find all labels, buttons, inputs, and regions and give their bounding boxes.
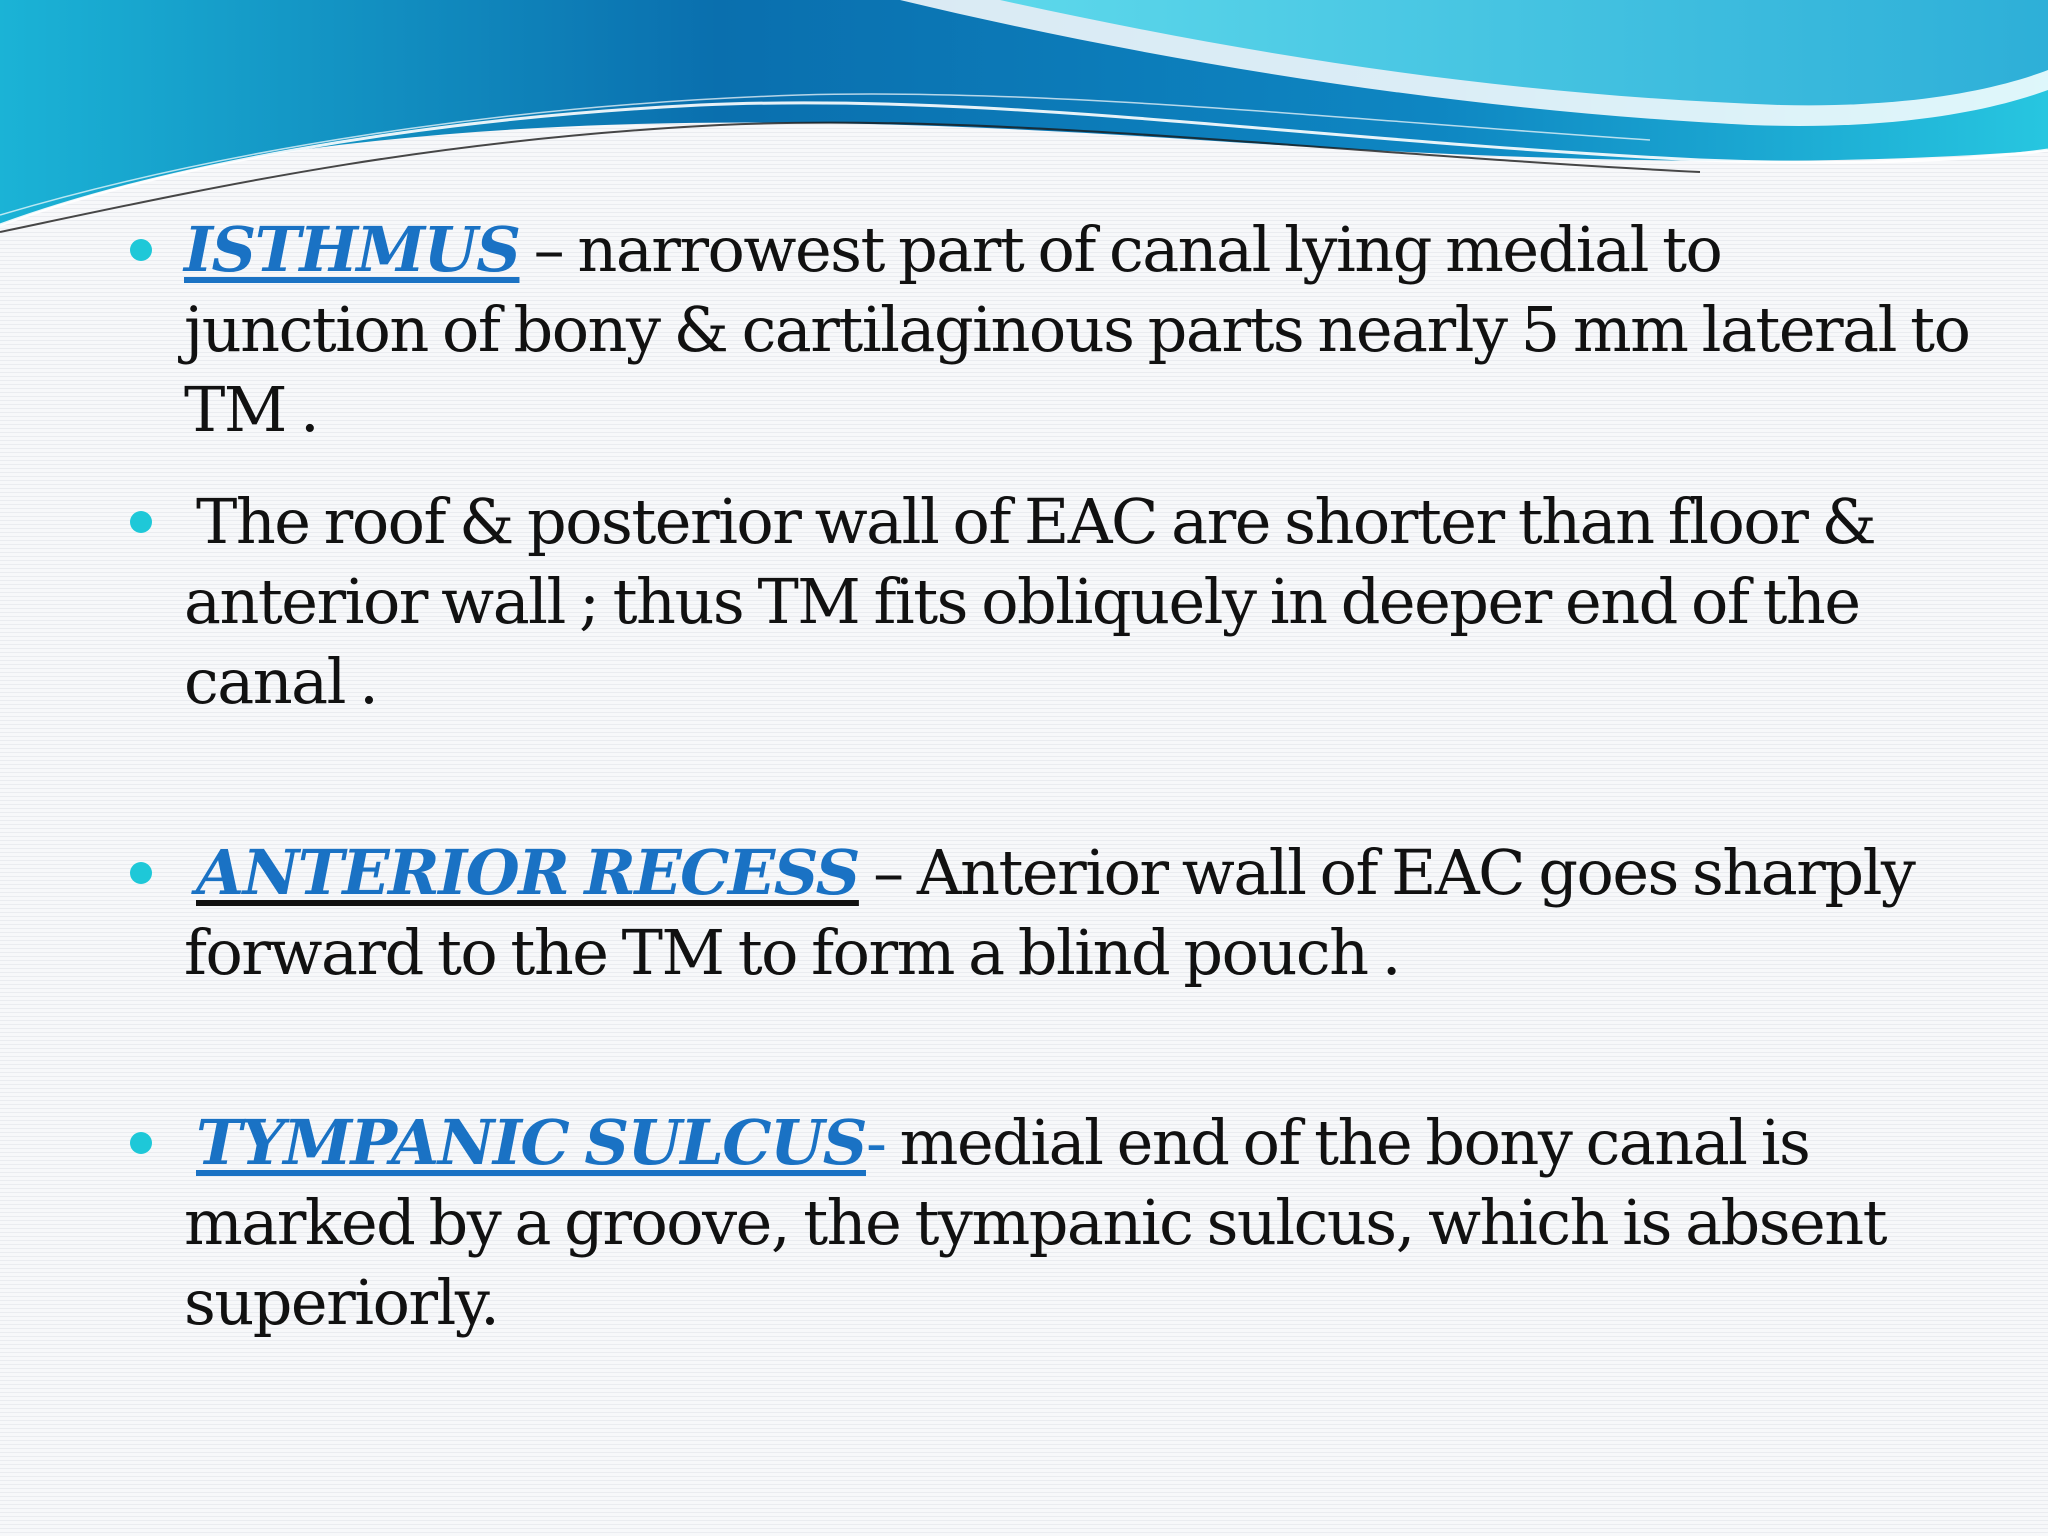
term-separator: - [865, 1106, 900, 1179]
term-separator: – [519, 213, 578, 286]
bullet-text [184, 482, 1974, 722]
bullet-dot-icon [130, 862, 152, 884]
bullet-description: Anterior wall of EAC goes sharply forward to the TM to form a blind pouch . [184, 836, 1915, 989]
bullet-dot-icon [130, 1132, 152, 1154]
bullet-dot-icon [130, 239, 152, 261]
term-isthmus: ISTHMUS [184, 213, 520, 286]
term-tympanic-sulcus: TYMPANIC SULCUS [196, 1106, 866, 1179]
bullet-text [184, 833, 1974, 993]
term-anterior-recess: ANTERIOR RECESS [196, 836, 859, 909]
bullet-text [184, 1103, 1974, 1343]
bullet-dot-icon [130, 511, 152, 533]
bullet-description: narrowest part of canal lying medial to junction of bony & cartilaginous parts nearly 5 mm lateral to TM . [184, 213, 1970, 446]
term-separator: – [858, 836, 917, 909]
bullet-text [184, 210, 1974, 450]
bullet-description: medial end of the bony canal is marked by a groove, the tympanic sulcus, which is absent superiorly. [184, 1106, 1887, 1339]
bullet-description: The roof & posterior wall of EAC are shorter than floor & anterior wall ; thus TM fits obliquely in deeper end of the canal . [184, 485, 1876, 718]
